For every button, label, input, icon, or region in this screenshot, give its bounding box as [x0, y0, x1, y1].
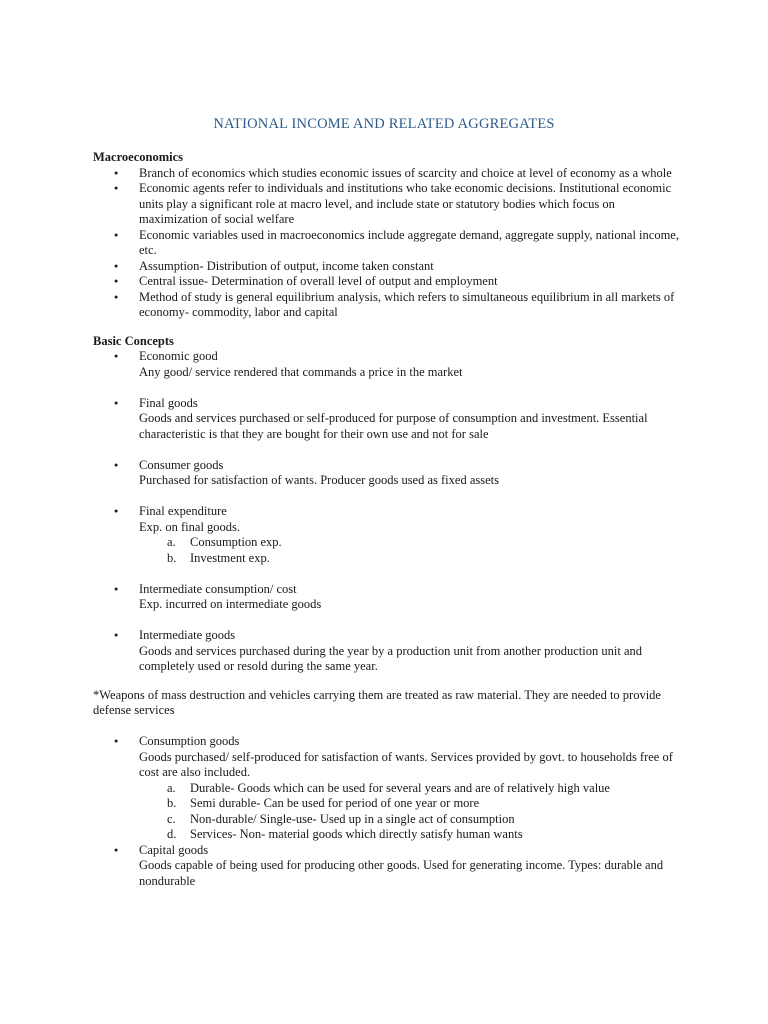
section-heading-macroeconomics: Macroeconomics	[93, 150, 184, 164]
definition: Goods capable of being used for producing other goods. Used for generating income. Types: durable and nondurable	[139, 858, 664, 888]
document-title: NATIONAL INCOME AND RELATED AGGREGATES	[213, 116, 555, 132]
list-item: ● Economic variables used in macroeconomics include aggregate demand, aggregate supply, national income, etc.	[139, 228, 683, 259]
term: ● Capital goods	[139, 842, 209, 857]
list-item: ● Branch of economics which studies economic issues of scarcity and choice at level of economy as a whole	[139, 166, 683, 182]
sublist-text: Non-durable/ Single-use- Used up in a single act of consumption	[190, 811, 515, 826]
footnote: *Weapons of mass destruction and vehicles carrying them are treated as raw material. They are needed to provide defense services	[93, 687, 661, 717]
basic-concepts-list	[93, 349, 683, 675]
list-item-final-goods	[139, 396, 683, 458]
list-item-final-expenditure	[139, 504, 683, 582]
term: ● Intermediate consumption/ cost	[139, 581, 297, 596]
list-item-capital-goods	[139, 843, 683, 890]
sublist-item	[167, 780, 683, 797]
list-item: ● Economic agents refer to individuals and institutions who take economic decisions. Institutional economic units play a significant role at macro level, and include state or statutory bodies which focus on maximization of social welfare	[139, 181, 683, 228]
consumption-goods-sublist	[139, 781, 683, 843]
sublist-label: c.	[167, 811, 176, 826]
sublist-label: b.	[167, 796, 177, 810]
term: ● Final goods	[139, 395, 198, 410]
final-expenditure-sublist	[139, 535, 683, 566]
definition: Goods and services purchased during the year by a production unit from another production unit and completely used or resold during the same year.	[139, 643, 642, 673]
term: ● Economic good	[139, 349, 218, 363]
section-heading-basic-concepts: Basic Concepts	[93, 333, 174, 348]
sublist-text: Consumption exp.	[190, 535, 282, 549]
definition: Purchased for satisfaction of wants. Producer goods used as fixed assets	[139, 473, 499, 487]
term: ● Intermediate goods	[139, 628, 236, 642]
definition: Goods purchased/ self-produced for satisfaction of wants. Services provided by govt. to households free of cost are also included.	[139, 749, 673, 779]
sublist-text: Investment exp.	[190, 550, 270, 565]
list-item-economic-good	[139, 349, 683, 396]
definition: Exp. incurred on intermediate goods	[139, 597, 322, 611]
sublist-item	[167, 550, 683, 567]
list-item-intermediate-consumption	[139, 582, 683, 629]
term: ● Consumer goods	[139, 457, 224, 472]
definition: Any good/ service rendered that commands a price in the market	[139, 364, 463, 379]
sublist-item	[167, 796, 683, 812]
sublist-label: a.	[167, 780, 176, 795]
list-item-consumption-goods	[139, 734, 683, 843]
list-item: ● Central issue- Determination of overall level of output and employment	[139, 274, 683, 290]
sublist-label: b.	[167, 550, 177, 565]
term: ● Final expenditure	[139, 504, 227, 518]
sublist-text: Services- Non- material goods which directly satisfy human wants	[190, 827, 523, 841]
term: ● Consumption goods	[139, 734, 240, 748]
sublist-item	[167, 827, 683, 843]
macroeconomics-list	[93, 166, 683, 321]
sublist-item	[167, 535, 683, 551]
list-item-intermediate-goods	[139, 628, 683, 675]
list-item-consumer-goods	[139, 458, 683, 505]
document-body	[93, 150, 683, 889]
sublist-item	[167, 811, 683, 828]
list-item: ● Assumption- Distribution of output, income taken constant	[139, 259, 683, 275]
goods-types-list	[93, 734, 683, 889]
definition: Exp. on final goods.	[139, 519, 241, 534]
sublist-text: Durable- Goods which can be used for several years and are of relatively high value	[190, 780, 610, 795]
sublist-label: d.	[167, 827, 177, 841]
sublist-label: a.	[167, 535, 176, 549]
list-item: ● Method of study is general equilibrium analysis, which refers to simultaneous equilibrium in all markets of economy- commodity, labor and capital	[139, 290, 683, 321]
definition: Goods and services purchased or self-produced for purpose of consumption and investment. Essential characteristic is that they are bought for their own use and not for sale	[139, 411, 648, 441]
sublist-text: Semi durable- Can be used for period of one year or more	[190, 796, 480, 810]
